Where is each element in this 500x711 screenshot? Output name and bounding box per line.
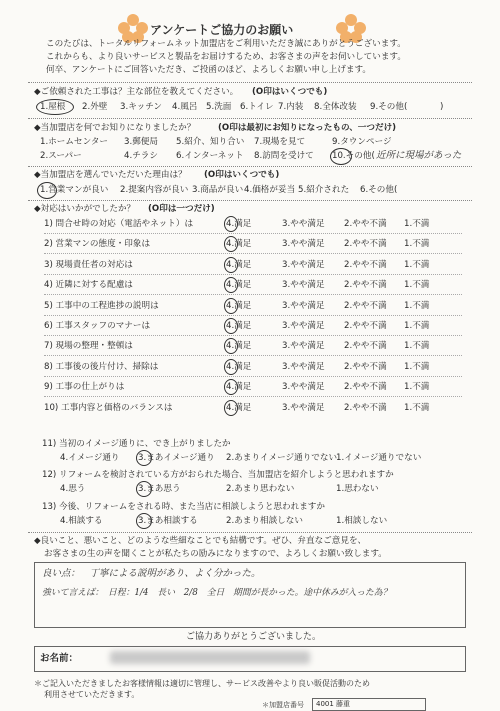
q4-item-option[interactable]: 1.不満 bbox=[404, 362, 430, 372]
selected-mark bbox=[224, 216, 238, 232]
q4-item-label: 2) 営業マンの態度・印象は bbox=[44, 239, 151, 249]
q4-item-option[interactable]: 2.やや不満 bbox=[344, 301, 387, 311]
row-divider bbox=[44, 294, 462, 295]
intro-line-2: これからも、より良いサービスと製品をお届けするため、お客さまの声をお伺いしています。 bbox=[46, 52, 406, 62]
q3-option-5[interactable]: 5.紹介された bbox=[298, 185, 350, 195]
q4-item-option[interactable]: 1.不満 bbox=[404, 403, 430, 413]
footer-note-2: 利用させていただきます。 bbox=[44, 690, 140, 699]
selected-mark bbox=[224, 277, 238, 293]
q4-item-label: 7) 現場の整理・整頓は bbox=[44, 341, 133, 351]
q1-option-2[interactable]: 2.外壁 bbox=[82, 102, 108, 112]
q13-option-1[interactable]: 1.相談しない bbox=[336, 516, 388, 526]
q1-option-8[interactable]: 8.全体改装 bbox=[314, 102, 357, 112]
divider bbox=[28, 82, 472, 83]
selected-mark bbox=[224, 379, 238, 395]
q11-option-4[interactable]: 4.イメージ通り bbox=[60, 453, 120, 463]
q4-item-option[interactable]: 3.やや満足 bbox=[282, 341, 325, 351]
q4-item-option[interactable]: 3.やや満足 bbox=[282, 260, 325, 270]
q13-label: 13) 今後、リフォームをされる時、また当店に相談しようと思われますか bbox=[42, 502, 325, 512]
q3-label: ◆当加盟店を選んでいただいた理由は？ bbox=[34, 170, 187, 180]
q4-item-option[interactable]: 2.やや不満 bbox=[344, 362, 387, 372]
q4-item-option[interactable]: 3.やや満足 bbox=[282, 301, 325, 311]
row-divider bbox=[44, 396, 462, 397]
redacted-name bbox=[110, 651, 310, 664]
q1-option-6[interactable]: 6.トイレ bbox=[240, 102, 274, 112]
q12-option-4[interactable]: 4.思う bbox=[60, 484, 86, 494]
q3-option-4[interactable]: 4.価格が妥当 bbox=[244, 185, 296, 195]
q4-item-option[interactable]: 2.やや不満 bbox=[344, 280, 387, 290]
q3-option-3[interactable]: 3.商品が良い bbox=[192, 185, 244, 195]
q1-option-4[interactable]: 4.風呂 bbox=[172, 102, 198, 112]
page-title: アンケートご協力のお願い bbox=[150, 23, 294, 37]
q12-option-1[interactable]: 1.思わない bbox=[336, 484, 379, 494]
comments-prompt-1: ◆良いこと、悪いこと、どのような些細なことでも結構です。ぜひ、弁直なご意見を、 bbox=[34, 536, 367, 546]
q4-item-option[interactable]: 3.やや満足 bbox=[282, 321, 325, 331]
row-divider bbox=[44, 376, 462, 377]
q4-item-option[interactable]: 2.やや不満 bbox=[344, 341, 387, 351]
q2-option-5[interactable]: 5.紹介、知り合い bbox=[176, 137, 245, 147]
q2-option-3[interactable]: 3.郵便局 bbox=[124, 137, 158, 147]
q4-item-option[interactable]: 2.やや不満 bbox=[344, 239, 387, 249]
q4-item-option[interactable]: 3.やや満足 bbox=[282, 219, 325, 229]
q2-option-10[interactable]: 10.その他( bbox=[332, 151, 375, 161]
q4-item-option[interactable]: 2.やや不満 bbox=[344, 382, 387, 392]
divider bbox=[28, 118, 472, 119]
comments-handwritten-1: 良い点： 丁寧による説明があり、よく分かった。 bbox=[42, 568, 261, 579]
store-number-value: 4001 藤重 bbox=[316, 700, 351, 708]
selected-mark bbox=[36, 99, 74, 115]
row-divider bbox=[44, 274, 462, 275]
selected-mark bbox=[224, 298, 238, 314]
q11-option-1[interactable]: 1.イメージ通りでない bbox=[336, 453, 422, 463]
q13-option-3[interactable]: 3.まあ相談する bbox=[138, 516, 198, 526]
q2-label: ◆当加盟店を何でお知りになりましたか？ bbox=[34, 123, 196, 133]
q11-option-3[interactable]: 3.まあイメージ通り bbox=[138, 453, 215, 463]
q4-item-option[interactable]: 2.やや不満 bbox=[344, 321, 387, 331]
selected-mark bbox=[330, 148, 352, 165]
q4-item-option[interactable]: 2.やや不満 bbox=[344, 219, 387, 229]
selected-mark bbox=[136, 481, 152, 497]
q4-item-option[interactable]: 3.やや満足 bbox=[282, 239, 325, 249]
row-divider bbox=[44, 355, 462, 356]
q4-item-label: 9) 工事の仕上がりは bbox=[44, 382, 125, 392]
q1-option-1[interactable]: 1.屋根 bbox=[40, 102, 66, 112]
selected-mark bbox=[136, 513, 152, 529]
q2-option-4[interactable]: 4.チラシ bbox=[124, 151, 158, 161]
selected-mark bbox=[37, 182, 57, 199]
q3-option-2[interactable]: 2.提案内容が良い bbox=[120, 185, 189, 195]
q4-item-option[interactable]: 4.満足 bbox=[226, 301, 252, 311]
q12-label: 12) リフォームを検討されている方がおられた場合、当加盟店を紹介しようと思われますか bbox=[42, 470, 394, 480]
comments-handwritten-2: 強いて言えば： 日程：1/4 長い 2/8 全日 期間が長かった。途中休みが入った為？ bbox=[42, 588, 392, 598]
store-number-label: ＊加盟店番号 bbox=[262, 701, 304, 709]
q11-label: 11) 当初のイメージ通りに、でき上がりましたか bbox=[42, 439, 231, 449]
q4-item-option[interactable]: 1.不満 bbox=[404, 260, 430, 270]
selected-mark bbox=[136, 450, 152, 466]
q2-option-7[interactable]: 7.現場を見て bbox=[254, 137, 306, 147]
q4-item-option[interactable]: 1.不満 bbox=[404, 382, 430, 392]
q1-label: ◆ご依頼された工事は？主な部位を教えてください。 bbox=[34, 87, 239, 97]
q2-note: (O印は最初にお知りになったもの、一つだけ) bbox=[218, 123, 397, 133]
q2-option-1[interactable]: 1.ホームセンター bbox=[40, 137, 109, 147]
q4-item-option[interactable]: 2.やや不満 bbox=[344, 260, 387, 270]
row-divider bbox=[44, 315, 462, 316]
thanks-text: ご協力ありがとうございました。 bbox=[186, 632, 322, 642]
row-divider bbox=[44, 253, 462, 254]
q4-item-option[interactable]: 4.満足 bbox=[226, 321, 252, 331]
q4-item-option[interactable]: 3.やや満足 bbox=[282, 362, 325, 372]
q4-item-option[interactable]: 3.やや満足 bbox=[282, 280, 325, 290]
q1-note: (O印はいくつでも) bbox=[252, 87, 328, 97]
row-divider bbox=[44, 233, 462, 234]
q4-item-option[interactable]: 4.満足 bbox=[226, 403, 252, 413]
row-divider bbox=[44, 335, 462, 336]
q4-item-label: 5) 工事中の工程進捗の説明は bbox=[44, 301, 159, 311]
q4-item-label: 6) 工事スタッフのマナーは bbox=[44, 321, 151, 331]
comments-prompt-2: お客さまの生の声を聞くことが私たちの励みになりますので、よろしくお願い致します。 bbox=[44, 549, 387, 559]
q4-item-option[interactable]: 2.やや不満 bbox=[344, 403, 387, 413]
selected-mark bbox=[224, 400, 238, 416]
divider bbox=[28, 200, 472, 201]
divider bbox=[28, 532, 472, 533]
q4-item-option[interactable]: 4.満足 bbox=[226, 341, 252, 351]
selected-mark bbox=[224, 338, 238, 354]
intro-line-3: 何卒、アンケートにご回答いただき、ご投函のほど、よろしくお願い申し上げます。 bbox=[46, 65, 372, 75]
q2-option-8[interactable]: 8.訪問を受けて bbox=[254, 151, 314, 161]
q4-item-label: 4) 近隣に対する配慮は bbox=[44, 280, 133, 290]
q4-item-option[interactable]: 1.不満 bbox=[404, 301, 430, 311]
q4-item-option[interactable]: 1.不満 bbox=[404, 341, 430, 351]
selected-mark bbox=[224, 359, 238, 375]
q1-option-5[interactable]: 5.洗面 bbox=[206, 102, 232, 112]
q4-item-option[interactable]: 1.不満 bbox=[404, 239, 430, 249]
q4-item-label: 3) 現場責任者の対応は bbox=[44, 260, 133, 270]
q4-item-option[interactable]: 1.不満 bbox=[404, 219, 430, 229]
q4-item-option[interactable]: 1.不満 bbox=[404, 321, 430, 331]
intro-line-1: このたびは、トータルリフォームネット加盟店をご利用いただき誠にありがとうございます。 bbox=[46, 39, 406, 49]
q13-option-4[interactable]: 4.相談する bbox=[60, 516, 103, 526]
selected-mark bbox=[224, 236, 238, 252]
q2-option-9[interactable]: 9.タウンページ bbox=[332, 137, 392, 147]
name-label: お名前： bbox=[40, 653, 79, 664]
q4-item-option[interactable]: 4.満足 bbox=[226, 219, 252, 229]
divider bbox=[28, 166, 472, 167]
selected-mark bbox=[224, 257, 238, 273]
q4-label: ◆対応はいかがでしたか？ bbox=[34, 204, 136, 214]
q4-item-option[interactable]: 4.満足 bbox=[226, 382, 252, 392]
q13-option-2[interactable]: 2.あまり相談しない bbox=[226, 516, 303, 526]
q4-item-option[interactable]: 4.満足 bbox=[226, 239, 252, 249]
q4-item-option[interactable]: 4.満足 bbox=[226, 362, 252, 372]
q4-item-option[interactable]: 4.満足 bbox=[226, 260, 252, 270]
selected-mark bbox=[224, 318, 238, 334]
q1-option-9-close: ) bbox=[440, 102, 444, 112]
q2-other-handwritten: 近所に現場があった bbox=[376, 150, 462, 161]
q1-option-9[interactable]: 9.その他( bbox=[370, 102, 408, 112]
q1-option-3[interactable]: 3.キッチン bbox=[120, 102, 162, 112]
q3-option-1[interactable]: 1.営業マンが良い bbox=[40, 185, 109, 195]
q2-option-2[interactable]: 2.スーパー bbox=[40, 151, 82, 161]
q4-item-label: 10) 工事内容と価格のバランスは bbox=[44, 403, 173, 413]
q4-note: (O印は一つだけ) bbox=[148, 204, 215, 214]
q3-note: (O印はいくつでも) bbox=[204, 170, 280, 180]
q12-option-3[interactable]: 3.まあ思う bbox=[138, 484, 181, 494]
q4-item-option[interactable]: 4.満足 bbox=[226, 280, 252, 290]
q4-item-option[interactable]: 3.やや満足 bbox=[282, 382, 325, 392]
q4-item-label: 8) 工事後の後片付け、掃除は bbox=[44, 362, 159, 372]
q4-item-option[interactable]: 3.やや満足 bbox=[282, 403, 325, 413]
q3-option-6[interactable]: 6.その他( bbox=[360, 185, 398, 195]
q4-item-option[interactable]: 1.不満 bbox=[404, 280, 430, 290]
q1-option-7[interactable]: 7.内装 bbox=[278, 102, 304, 112]
footer-note-1: ＊ご記入いただきましたお客様情報は適切に管理し、サービス改善やより良い販促活動のため bbox=[34, 679, 370, 688]
q11-option-2[interactable]: 2.あまりイメージ通りでない bbox=[226, 453, 338, 463]
q12-option-2[interactable]: 2.あまり思わない bbox=[226, 484, 295, 494]
q2-option-6[interactable]: 6.インターネット bbox=[176, 151, 244, 161]
q4-item-label: 1) 問合せ時の対応（電話やネット）は bbox=[44, 219, 194, 229]
